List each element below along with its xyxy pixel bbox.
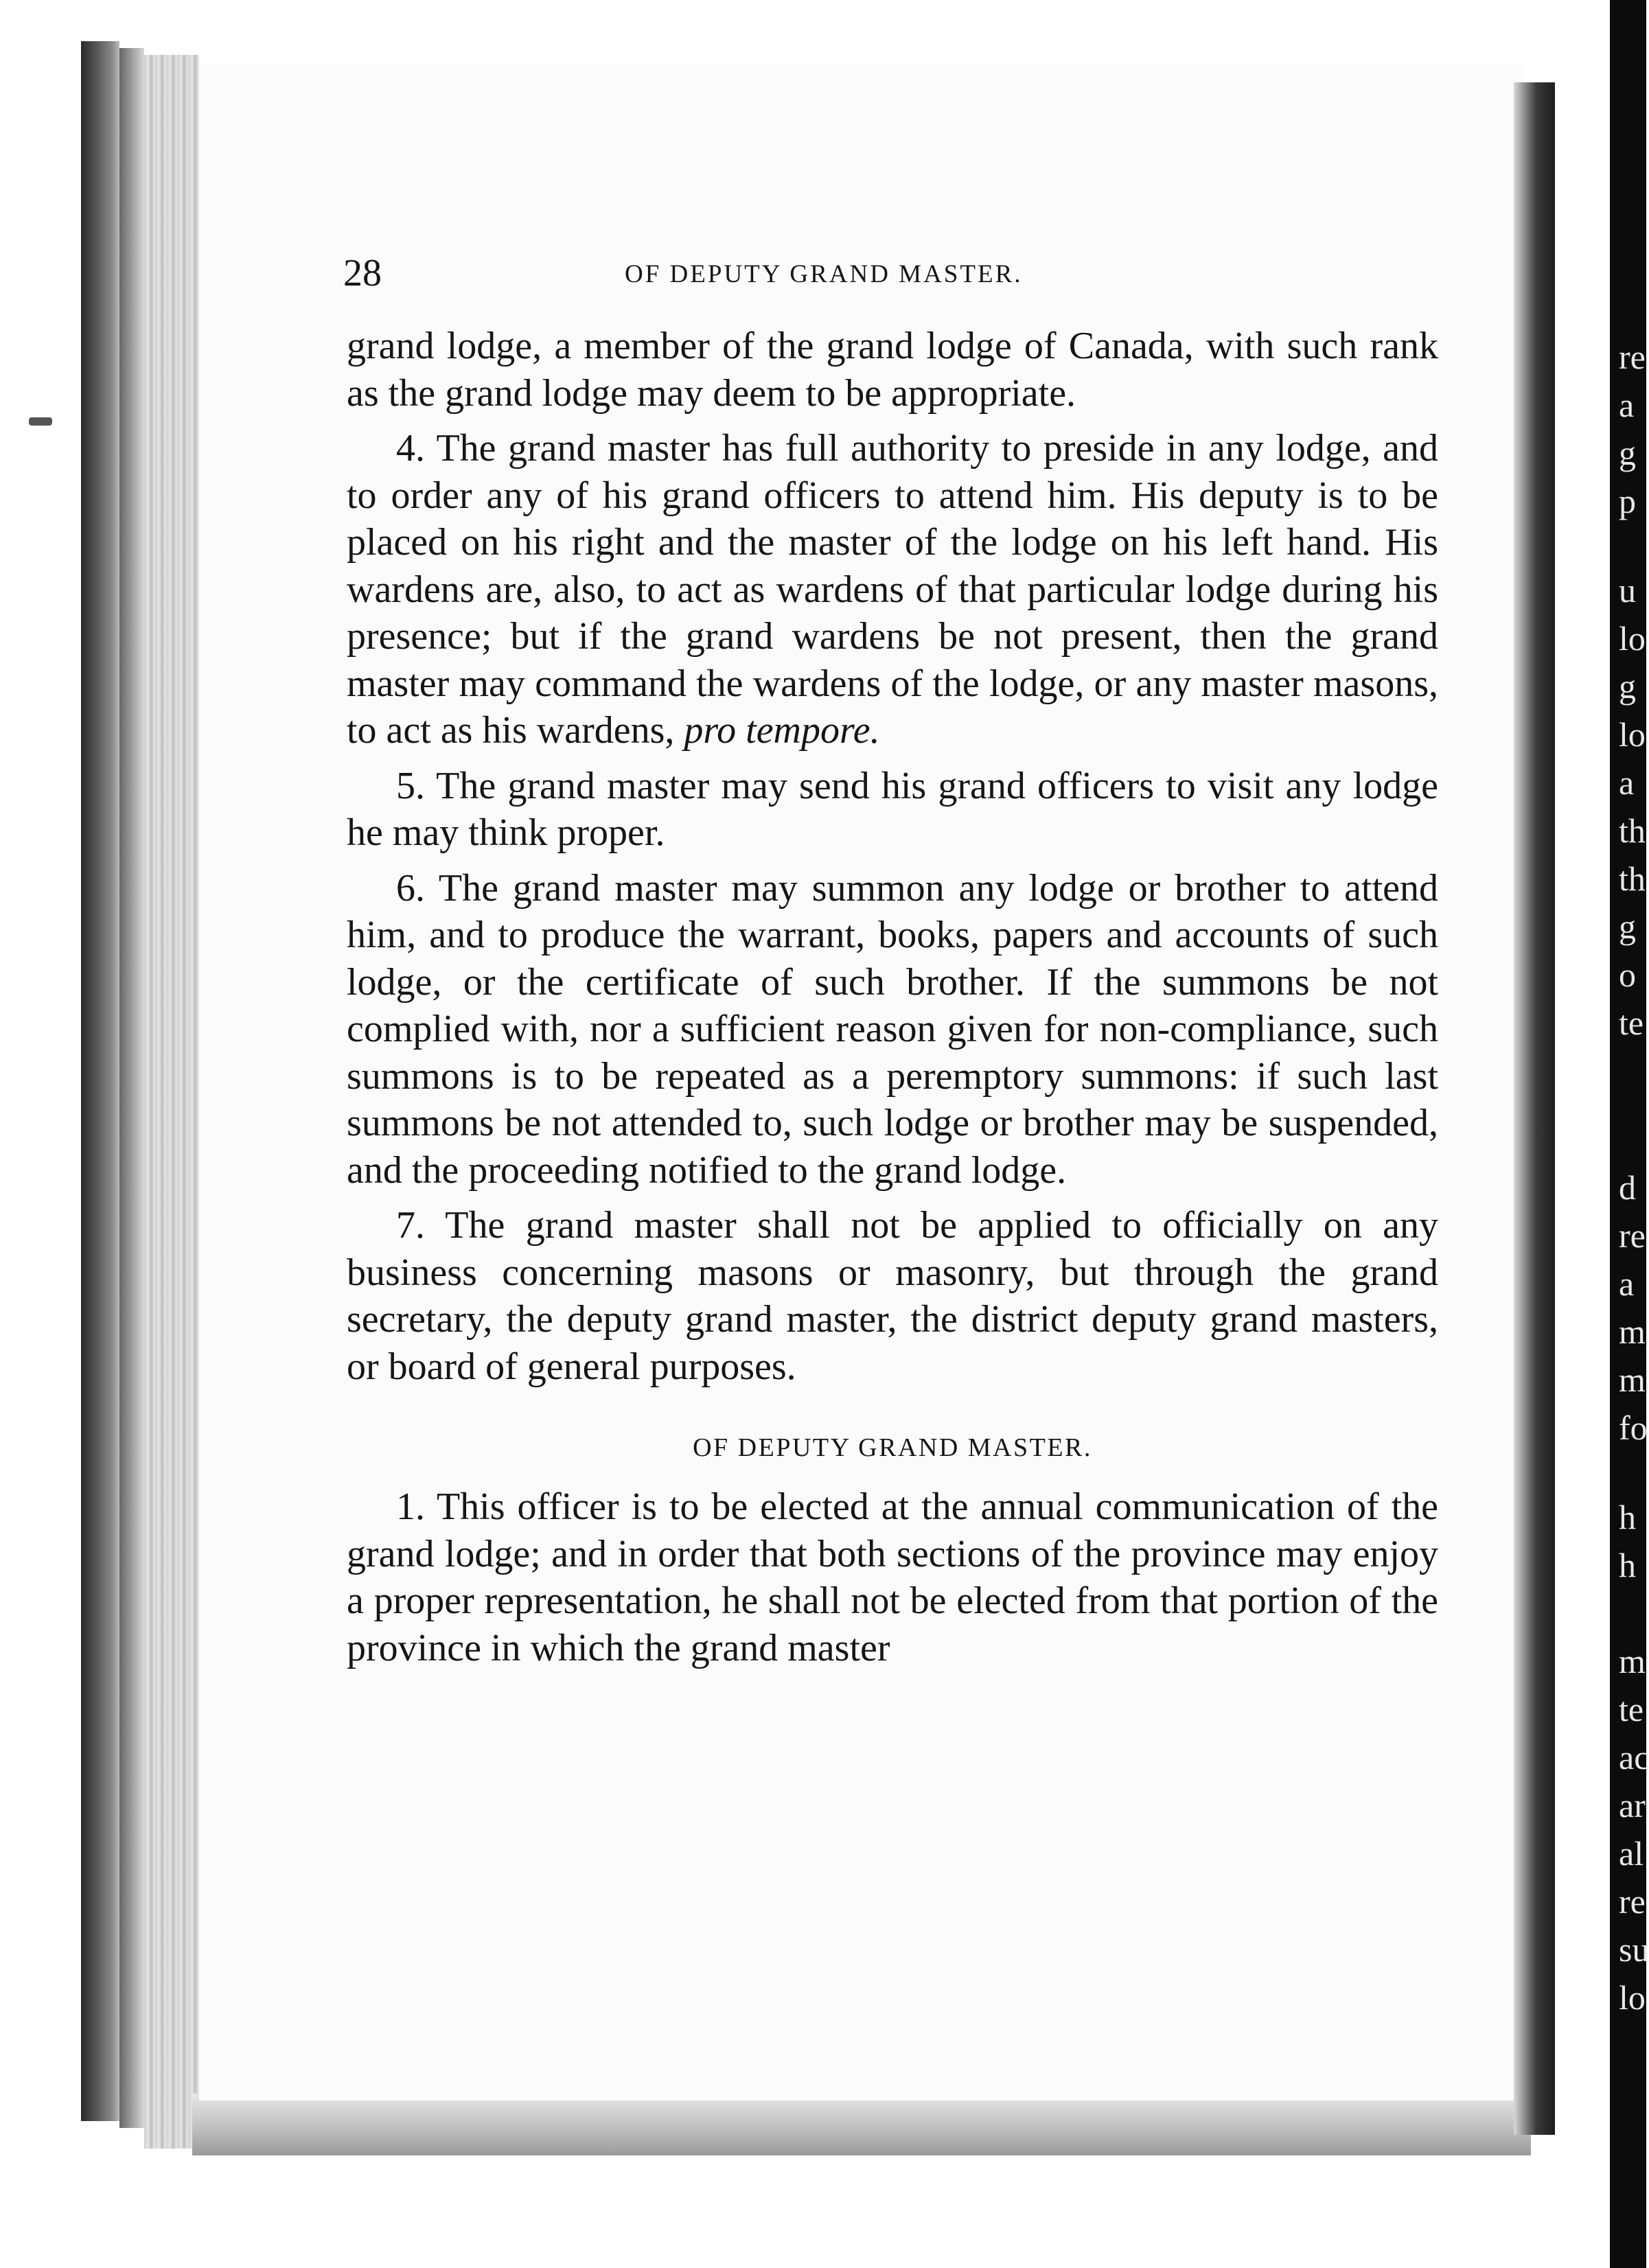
facing-page-sliver	[1615, 0, 1649, 2268]
facing-page-fragment: re	[1619, 338, 1646, 376]
facing-page-fragment: re	[1619, 1882, 1646, 1921]
facing-page-fragment: u	[1619, 571, 1636, 610]
facing-page-margin	[1555, 0, 1610, 2268]
facing-page-fragment: g	[1619, 667, 1636, 706]
paragraph-4-text: 4. The grand master has full authority to preside in any lodge, and to order any of his grand officers to attend him. His deputy is to be placed on his right and the master of the lodge on his left hand. His wardens are, also, to act as wardens of that particular lodge during his presence; but if the grand wardens be not present, then the grand master may command the wardens of the lodge, or any master masons, to act as his wardens,	[347, 427, 1438, 752]
facing-page-fragment: lo	[1619, 619, 1646, 658]
facing-page-fragment: a	[1619, 1264, 1635, 1303]
facing-page-fragment: o	[1619, 956, 1636, 994]
facing-page-fragment: p	[1619, 482, 1636, 520]
page-bottom-shadow	[192, 2094, 1531, 2155]
facing-page-fragment: m	[1619, 1642, 1646, 1680]
facing-page-fragment: ac	[1619, 1738, 1649, 1777]
facing-page-fragment: th	[1619, 811, 1646, 850]
running-header-title: OF DEPUTY GRAND MASTER.	[625, 260, 1023, 288]
section-paragraph-1: 1. This officer is to be elected at the annual communication of the grand lodge; and in order that both sections of the province may enjoy a proper representation, he shall not be elected from that portion of the province in which the grand master	[347, 1485, 1438, 1669]
facing-page-fragment: th	[1619, 859, 1646, 898]
running-header	[343, 253, 1442, 301]
book-spine-shadow	[81, 41, 119, 2121]
page-body-text	[347, 323, 1438, 1671]
facing-page-fragment: fo	[1619, 1409, 1648, 1447]
paragraph-7: 7. The grand master shall not be applied to officially on any business concerning masons or masonry, but through the grand secretary, the deputy grand master, the district deputy grand masters, or board of general purposes.	[347, 1204, 1438, 1388]
facing-page-fragment: re	[1619, 1216, 1646, 1255]
facing-page-fragment: ar	[1619, 1786, 1646, 1825]
facing-page-fragment: te	[1619, 1690, 1644, 1728]
section-heading: OF DEPUTY GRAND MASTER.	[693, 1433, 1092, 1462]
facing-page-fragment: a	[1619, 763, 1635, 802]
facing-page-fragment: lo	[1619, 715, 1646, 754]
facing-page-fragment: h	[1619, 1546, 1636, 1584]
facing-page-fragment: d	[1619, 1168, 1636, 1207]
facing-page-fragment: lo	[1619, 1978, 1646, 2017]
facing-page-fragment: g	[1619, 907, 1636, 946]
facing-page-fragment: m	[1619, 1312, 1646, 1351]
paragraph-continuation: grand lodge, a member of the grand lodge of Canada, with such rank as the grand lodge may deem to be appropriate.	[347, 325, 1438, 415]
facing-page-fragment: su	[1619, 1930, 1649, 1969]
scan-margin-mark	[29, 417, 52, 426]
page-number: 28	[343, 252, 382, 294]
facing-page-fragment: al	[1619, 1834, 1644, 1873]
paragraph-5: 5. The grand master may send his grand officers to visit any lodge he may think proper.	[347, 764, 1438, 854]
facing-page-fragment: g	[1619, 434, 1636, 472]
stacked-page-edges	[144, 55, 199, 2149]
facing-page-fragment: h	[1619, 1498, 1636, 1536]
paragraph-4	[347, 425, 1438, 754]
facing-page-fragment: m	[1619, 1361, 1646, 1399]
gutter-shadow	[1514, 82, 1555, 2135]
italic-phrase: pro tempore.	[684, 709, 880, 752]
facing-page-fragment: te	[1619, 1004, 1644, 1042]
paragraph-6: 6. The grand master may summon any lodge or brother to attend him, and to produce the warrant, books, papers and accounts of such lodge, or the certificate of such brother. If the summons be not complied with, nor a sufficient reason given for non-compliance, such summons is to be repeated as a peremptory summons: if such last summons be not attended to, such lodge or brother may be suspended, and the proceeding notified to the grand lodge.	[347, 866, 1438, 1192]
book-spine-edge	[119, 48, 144, 2128]
facing-page-fragment: a	[1619, 386, 1635, 424]
